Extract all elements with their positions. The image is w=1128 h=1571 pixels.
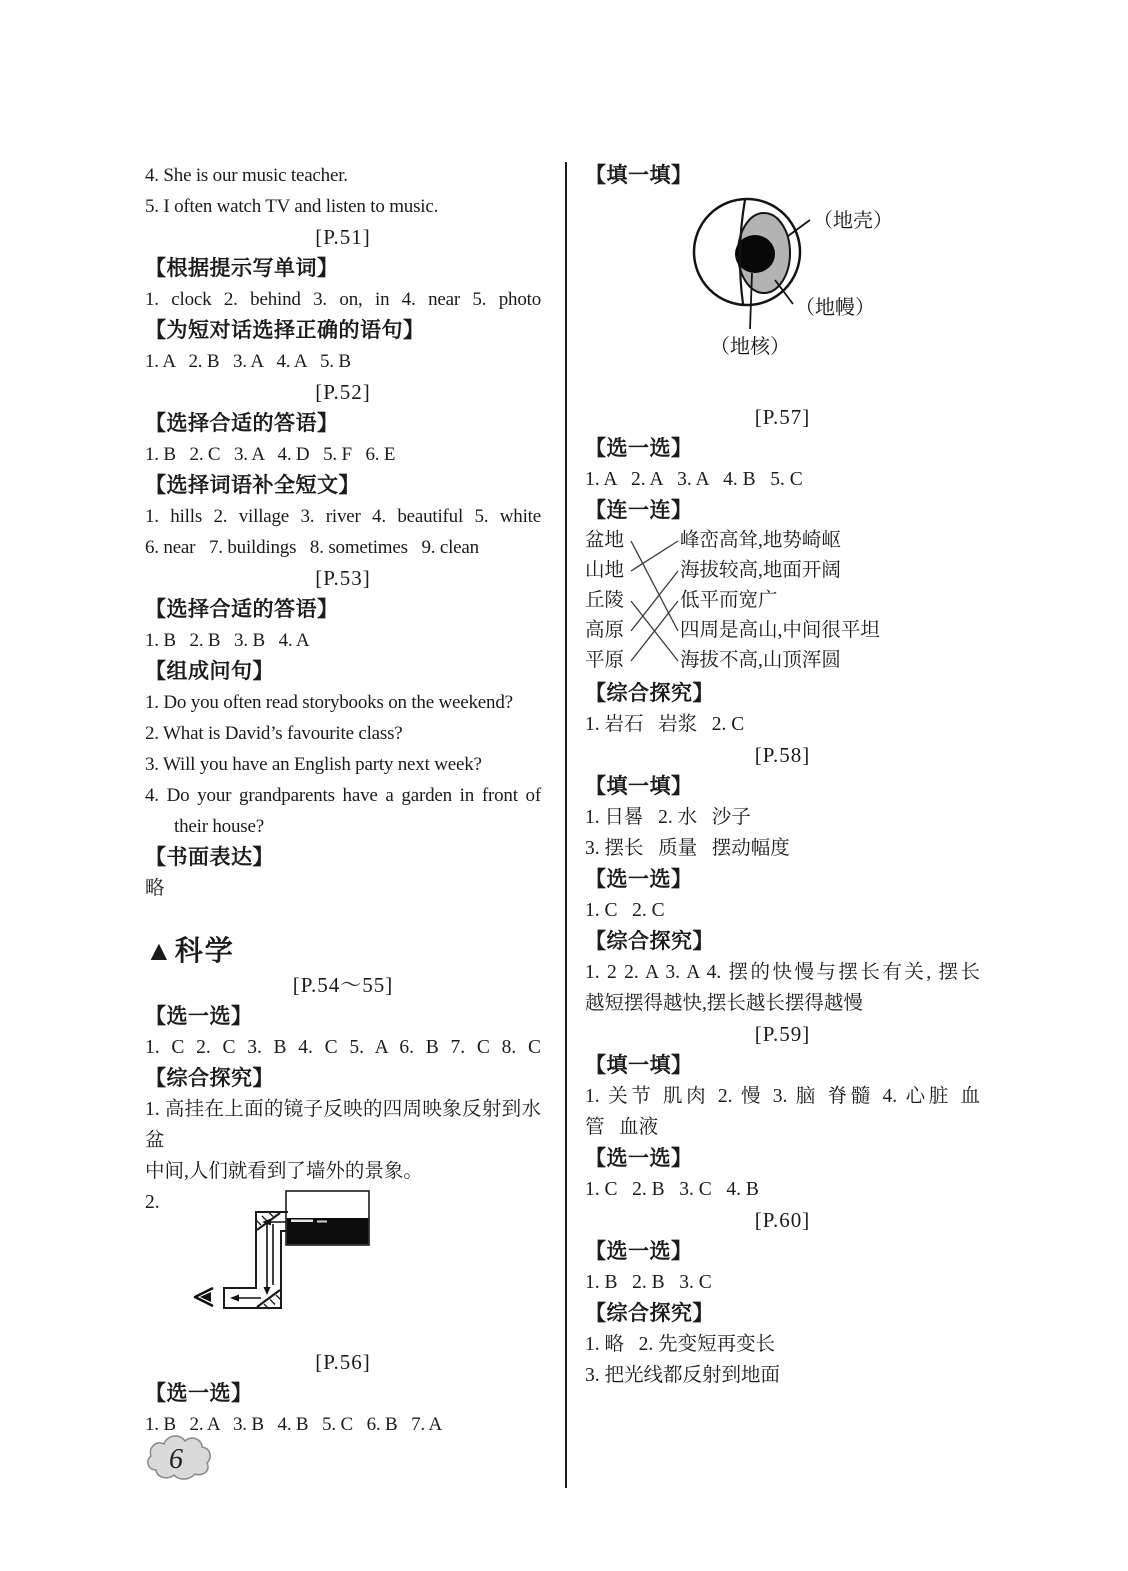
- section-header: 【选一选】: [145, 1005, 253, 1028]
- section-header: 【选一选】: [585, 437, 693, 460]
- section-header: 【综合探究】: [585, 682, 714, 705]
- answer-line: 1. 略 2. 先变短再变长: [585, 1334, 776, 1355]
- section-header: 【综合探究】: [585, 930, 714, 953]
- answer-line: 略: [145, 878, 165, 899]
- match-term: 盆地: [585, 530, 625, 551]
- section-header: 【选一选】: [585, 1240, 693, 1263]
- question-line: 4. Do your grandparents have a garden in front of: [145, 785, 541, 806]
- answer-line: 1. hills 2. village 3. river 4. beautiful 5. white: [145, 506, 541, 527]
- section-header: 【填一填】: [585, 775, 693, 798]
- answer-line: 3. 把光线都反射到地面: [585, 1365, 781, 1386]
- question-line: 1. Do you often read storybooks on the weekend?: [145, 692, 513, 713]
- match-description: 低平而宽广: [680, 590, 778, 611]
- column-divider: [565, 162, 567, 1488]
- section-header: 【书面表达】: [145, 846, 274, 869]
- answer-line: 1. B 2. B 3. B 4. A: [145, 630, 310, 651]
- arrowhead-down: [264, 1287, 271, 1295]
- periscope-figure: [145, 1187, 541, 1347]
- answer-line-continuation: 管 血液: [585, 1117, 659, 1138]
- scene-highlight: [317, 1221, 327, 1223]
- page-number-cloud: [144, 1430, 212, 1482]
- question-line: 2. What is David’s favourite class?: [145, 723, 403, 744]
- arrowhead-left: [230, 1295, 239, 1302]
- answer-sentence: 4. She is our music teacher.: [145, 165, 348, 186]
- match-description: 四周是高山,中间很平坦: [680, 620, 880, 641]
- subject-title-science: ▲科学: [145, 935, 235, 966]
- section-header: 【组成问句】: [145, 660, 274, 683]
- page-ref: [P.57]: [754, 405, 811, 429]
- answer-line: 6. near 7. buildings 8. sometimes 9. clean: [145, 537, 479, 558]
- answer-line: 1. 岩石 岩浆 2. C: [585, 714, 745, 735]
- section-header: 【综合探究】: [585, 1302, 714, 1325]
- page-ref: [P.52]: [315, 380, 371, 404]
- earth-layers-figure: [585, 191, 980, 402]
- answer-text: 越短摆得越快,摆长越长摆得越慢: [585, 993, 863, 1014]
- section-header: 【选择合适的答语】: [145, 598, 339, 621]
- core-label: （地核）: [710, 336, 790, 358]
- answer-sentence: 5. I often watch TV and listen to music.: [145, 196, 439, 217]
- answer-line: 1. C 2. C 3. B 4. C 5. A 6. B 7. C 8. C: [145, 1037, 541, 1058]
- periscope-diagram: [191, 1185, 383, 1327]
- page-ref: [P.53]: [315, 566, 371, 590]
- page-ref: [P.51]: [315, 225, 371, 249]
- answer-line: 1. C 2. B 3. C 4. B: [585, 1179, 759, 1200]
- match-description: 海拔不高,山顶浑圆: [680, 650, 841, 671]
- answer-line: 1. 日晷 2. 水 沙子: [585, 807, 751, 828]
- question-line: 3. Will you have an English party next week?: [145, 754, 482, 775]
- page-ref: [P.59]: [754, 1022, 811, 1046]
- item-number-label: 2.: [145, 1192, 160, 1213]
- answer-line: 1. A 2. B 3. A 4. A 5. B: [145, 351, 351, 372]
- answer-line: 1. B 2. A 3. B 4. B 5. C 6. B 7. A: [145, 1414, 442, 1435]
- matching-lines: [585, 526, 980, 678]
- match-term: 平原: [585, 650, 625, 671]
- page-ref: [P.58]: [754, 743, 811, 767]
- section-header: 【选一选】: [145, 1382, 253, 1405]
- section-header: 【连一连】: [585, 499, 693, 522]
- answer-line: 3. 摆长 质量 摆动幅度: [585, 838, 790, 859]
- section-header: 【选一选】: [585, 868, 693, 891]
- section-header: 【选择词语补全短文】: [145, 474, 360, 497]
- match-term: 山地: [585, 560, 625, 581]
- crust-label: （地壳）: [813, 210, 893, 232]
- left-column: [145, 160, 541, 1440]
- answer-line: 1. C 2. C: [585, 900, 665, 921]
- page-ref: [P.54～55]: [292, 973, 394, 997]
- match-description: 海拔较高,地面开阔: [680, 560, 841, 581]
- answer-line: 1. A 2. A 3. A 4. B 5. C: [585, 469, 803, 490]
- earth-layers-diagram: [657, 187, 907, 365]
- answer-text: 1. 高挂在上面的镜子反映的四周映象反射到水盆: [145, 1099, 541, 1151]
- matching-exercise: [585, 526, 980, 678]
- answer-line: 1. 关节 肌肉 2. 慢 3. 脑 脊髓 4. 心脏 血: [585, 1086, 980, 1107]
- scene-highlight: [291, 1220, 313, 1223]
- section-header: 【综合探究】: [145, 1067, 274, 1090]
- answer-text: 1. 2 2. A 3. A 4. 摆的快慢与摆长有关, 摆长: [585, 962, 980, 983]
- page-ref: [P.60]: [754, 1208, 811, 1232]
- section-header: 【填一填】: [585, 164, 693, 187]
- section-header: 【选一选】: [585, 1147, 693, 1170]
- section-header: 【根据提示写单词】: [145, 257, 339, 280]
- mantle-label: （地幔）: [795, 297, 875, 319]
- page-ref: [P.56]: [315, 1350, 371, 1374]
- match-term: 丘陵: [585, 590, 625, 611]
- answer-text: 中间,人们就看到了墙外的景象。: [145, 1161, 423, 1182]
- question-line-continuation: their house?: [174, 816, 264, 837]
- match-term: 高原: [585, 620, 625, 641]
- answer-line: 1. B 2. B 3. C: [585, 1272, 712, 1293]
- right-column: [585, 160, 980, 1391]
- page-number: 6: [169, 1444, 183, 1475]
- periscope-tube: [224, 1212, 288, 1308]
- section-header: 【填一填】: [585, 1054, 693, 1077]
- section-header: 【选择合适的答语】: [145, 412, 339, 435]
- match-description: 峰峦高耸,地势崎岖: [680, 530, 841, 551]
- answer-line: 1. B 2. C 3. A 4. D 5. F 6. E: [145, 444, 396, 465]
- section-header: 【为短对话选择正确的语句】: [145, 319, 425, 342]
- answer-line: 1. clock 2. behind 3. on, in 4. near 5. photo: [145, 289, 541, 310]
